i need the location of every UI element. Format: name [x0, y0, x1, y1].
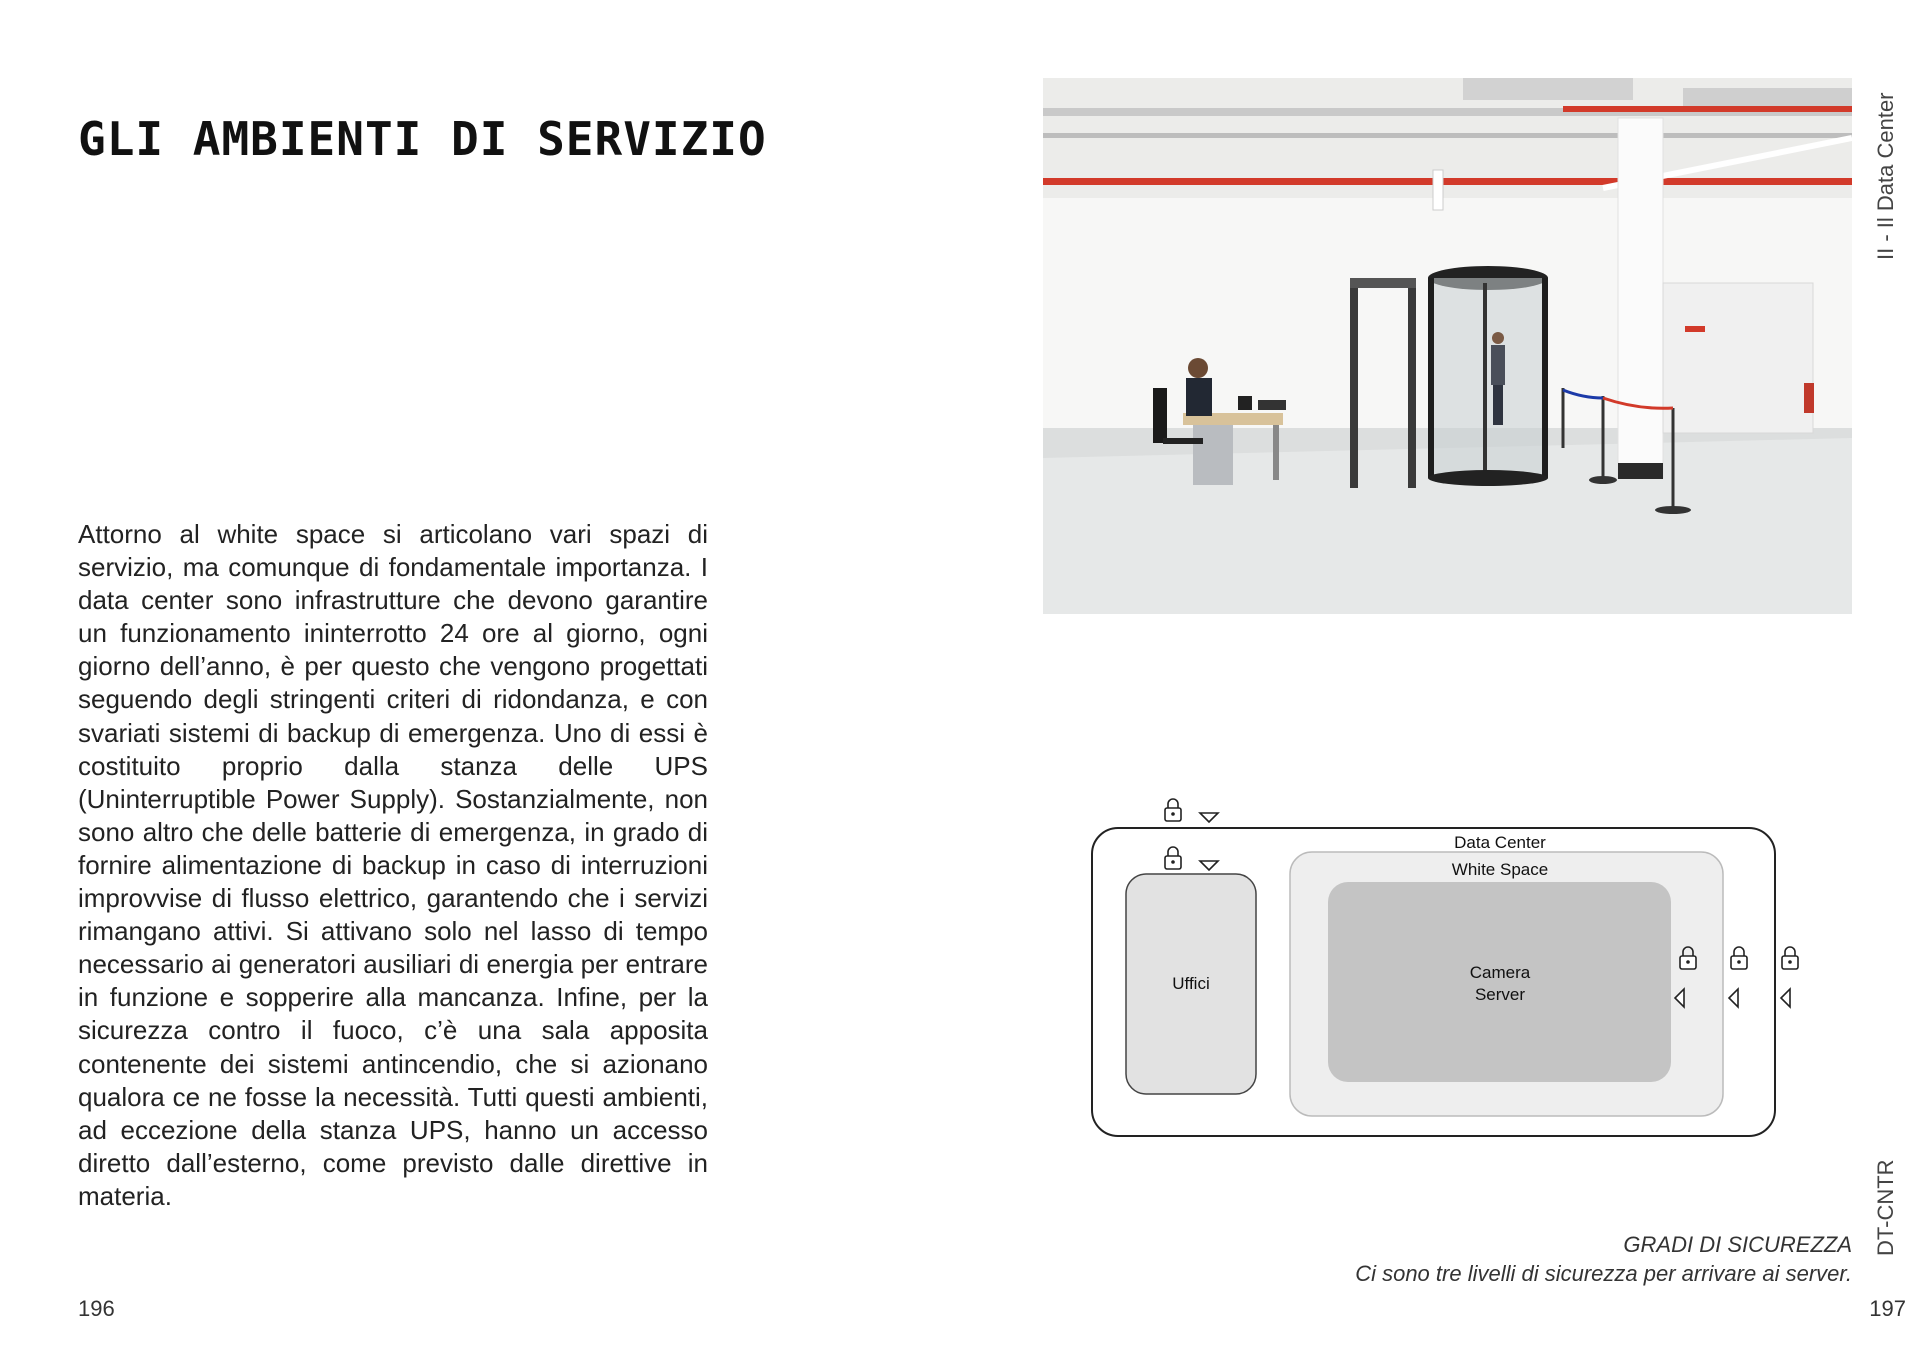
triangle-arrow-icon: [1781, 989, 1790, 1007]
body-paragraph: Attorno al white space si articolano vari spazi di servizio, ma comunque di fondamentale importanza. I data center sono infrastrutture che devono garantire un funzionamento ininterrotto 24 ore al giorno, ogni giorno dell’anno, è per questo che vengono progettati seguendo degli stringenti criteri di ridondanza, e con svariati sistemi di backup di emergenza. Uno di essi è costituito proprio dalla stanza delle UPS (Uninterruptible Power Supply). Sostanzialmente, non sono altro che delle batterie di emergenza, in grado di fornire alimentazione di backup in caso di interruzioni improvvise di flusso elettrico, garantendo che i servizi rimangano attivi. Si attivano solo nel lasso di tempo necessario ai generatori ausiliari di energia per entrare in funzione e sopperire alla mancanza. Infine, per la sicurezza contro il fuoco, c’è una sala apposita contenente dei sistemi antincendio, che si azionano qualora ce ne fosse la necessità. Tutti questi ambienti, ad eccezione della stanza UPS, hanno un accesso diretto dall’esterno, come previsto dalle direttive in materia.: [78, 519, 708, 1211]
data-center-entrance-photo: [1043, 78, 1852, 614]
offices-label: Uffici: [1172, 974, 1210, 993]
caption-text: Ci sono tre livelli di sicurezza per arrivare ai server.: [1355, 1261, 1852, 1286]
figure-caption: [1355, 1230, 1852, 1288]
data-center-label: Data Center: [1454, 833, 1546, 852]
server-room-label-line1: Camera: [1469, 963, 1531, 982]
caption-title: GRADI DI SICUREZZA: [1623, 1232, 1852, 1257]
triangle-arrow-icon: [1200, 813, 1218, 822]
server-room-label-line2: Server: [1474, 985, 1526, 1004]
white-space-label: White Space: [1451, 860, 1549, 879]
page-number-right: 197: [1869, 1296, 1906, 1321]
lock-icon: [1165, 799, 1181, 821]
server-room-area: [1328, 882, 1671, 1082]
section-label: II - Il Data Center: [1873, 92, 1898, 260]
lock-icon: [1782, 947, 1798, 969]
page-title: GLI AMBIENTI DI SERVIZIO: [78, 112, 767, 166]
page-number-left: 196: [78, 1296, 115, 1321]
security-levels-diagram: [1080, 790, 1800, 1150]
book-code: DT-CNTR: [1873, 1159, 1898, 1256]
